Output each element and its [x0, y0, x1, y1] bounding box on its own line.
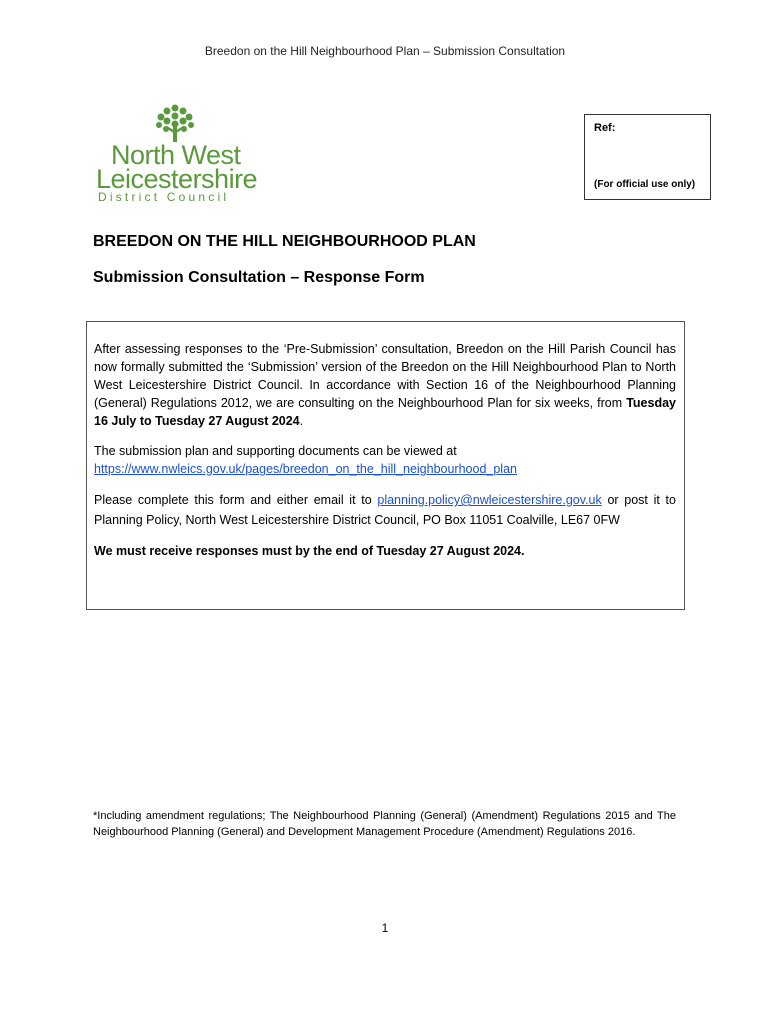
deadline-text: We must receive responses must by the end of Tuesday 27 August 2024.	[94, 544, 525, 558]
logo-text-north-west: North West	[111, 140, 241, 170]
footnote: *Including amendment regulations; The Neighbourhood Planning (General) (Amendment) Regulations 2015 and The Neighbourhood Planning (General) and Development Management Procedure (Amendment) Regulations 2016.	[93, 810, 676, 838]
documents-text: The submission plan and supporting documents can be viewed at	[94, 444, 457, 458]
official-use-note: (For official use only)	[594, 179, 696, 190]
documents-link[interactable]: https://www.nwleics.gov.uk/pages/breedon_on_the_hill_neighbourhood_plan	[94, 462, 517, 476]
submit-paragraph	[94, 490, 676, 530]
postal-address: or post it to Planning Policy, North West Leicestershire District Council, PO Box 11051 Coalville, LE67 0FW	[94, 493, 676, 527]
intro-end: .	[299, 414, 304, 428]
consultation-info-box	[86, 321, 685, 610]
page-number: 1	[381, 921, 389, 935]
document-subtitle: Submission Consultation – Response Form	[93, 269, 425, 286]
deadline-paragraph	[94, 542, 676, 560]
document-title: BREEDON ON THE HILL NEIGHBOURHOOD PLAN	[93, 233, 476, 250]
consultation-dates: Tuesday 16 July to Tuesday 27 August 2024	[94, 396, 676, 428]
tree-icon	[152, 104, 198, 144]
ref-label: Ref:	[594, 122, 616, 134]
logo-text-leicestershire: Leicestershire	[96, 164, 258, 194]
documents-paragraph	[94, 442, 676, 478]
submit-text: Please complete this form and either email it to	[94, 493, 378, 507]
intro-paragraph	[94, 340, 676, 430]
official-ref-box	[584, 114, 711, 200]
intro-text: After assessing responses to the ‘Pre-Submission’ consultation, Breedon on the Hill Parish Council has now formally submitted the ‘Submission’ version of the Breedon on the Hill Neighbourhood Plan to North West Leicestershire District Council. In accordance with Section 16 of the Neighbourhood Planning (General) Regulations 2012, we are consulting on the Neighbourhood Plan for six weeks, from	[94, 342, 676, 410]
email-link[interactable]: planning.policy@nwleicestershire.gov.uk	[377, 493, 602, 507]
council-logo	[94, 104, 294, 204]
running-header: Breedon on the Hill Neighbourhood Plan – Submission Consultation	[204, 44, 566, 58]
logo-text-district-council: District Council	[98, 190, 230, 204]
